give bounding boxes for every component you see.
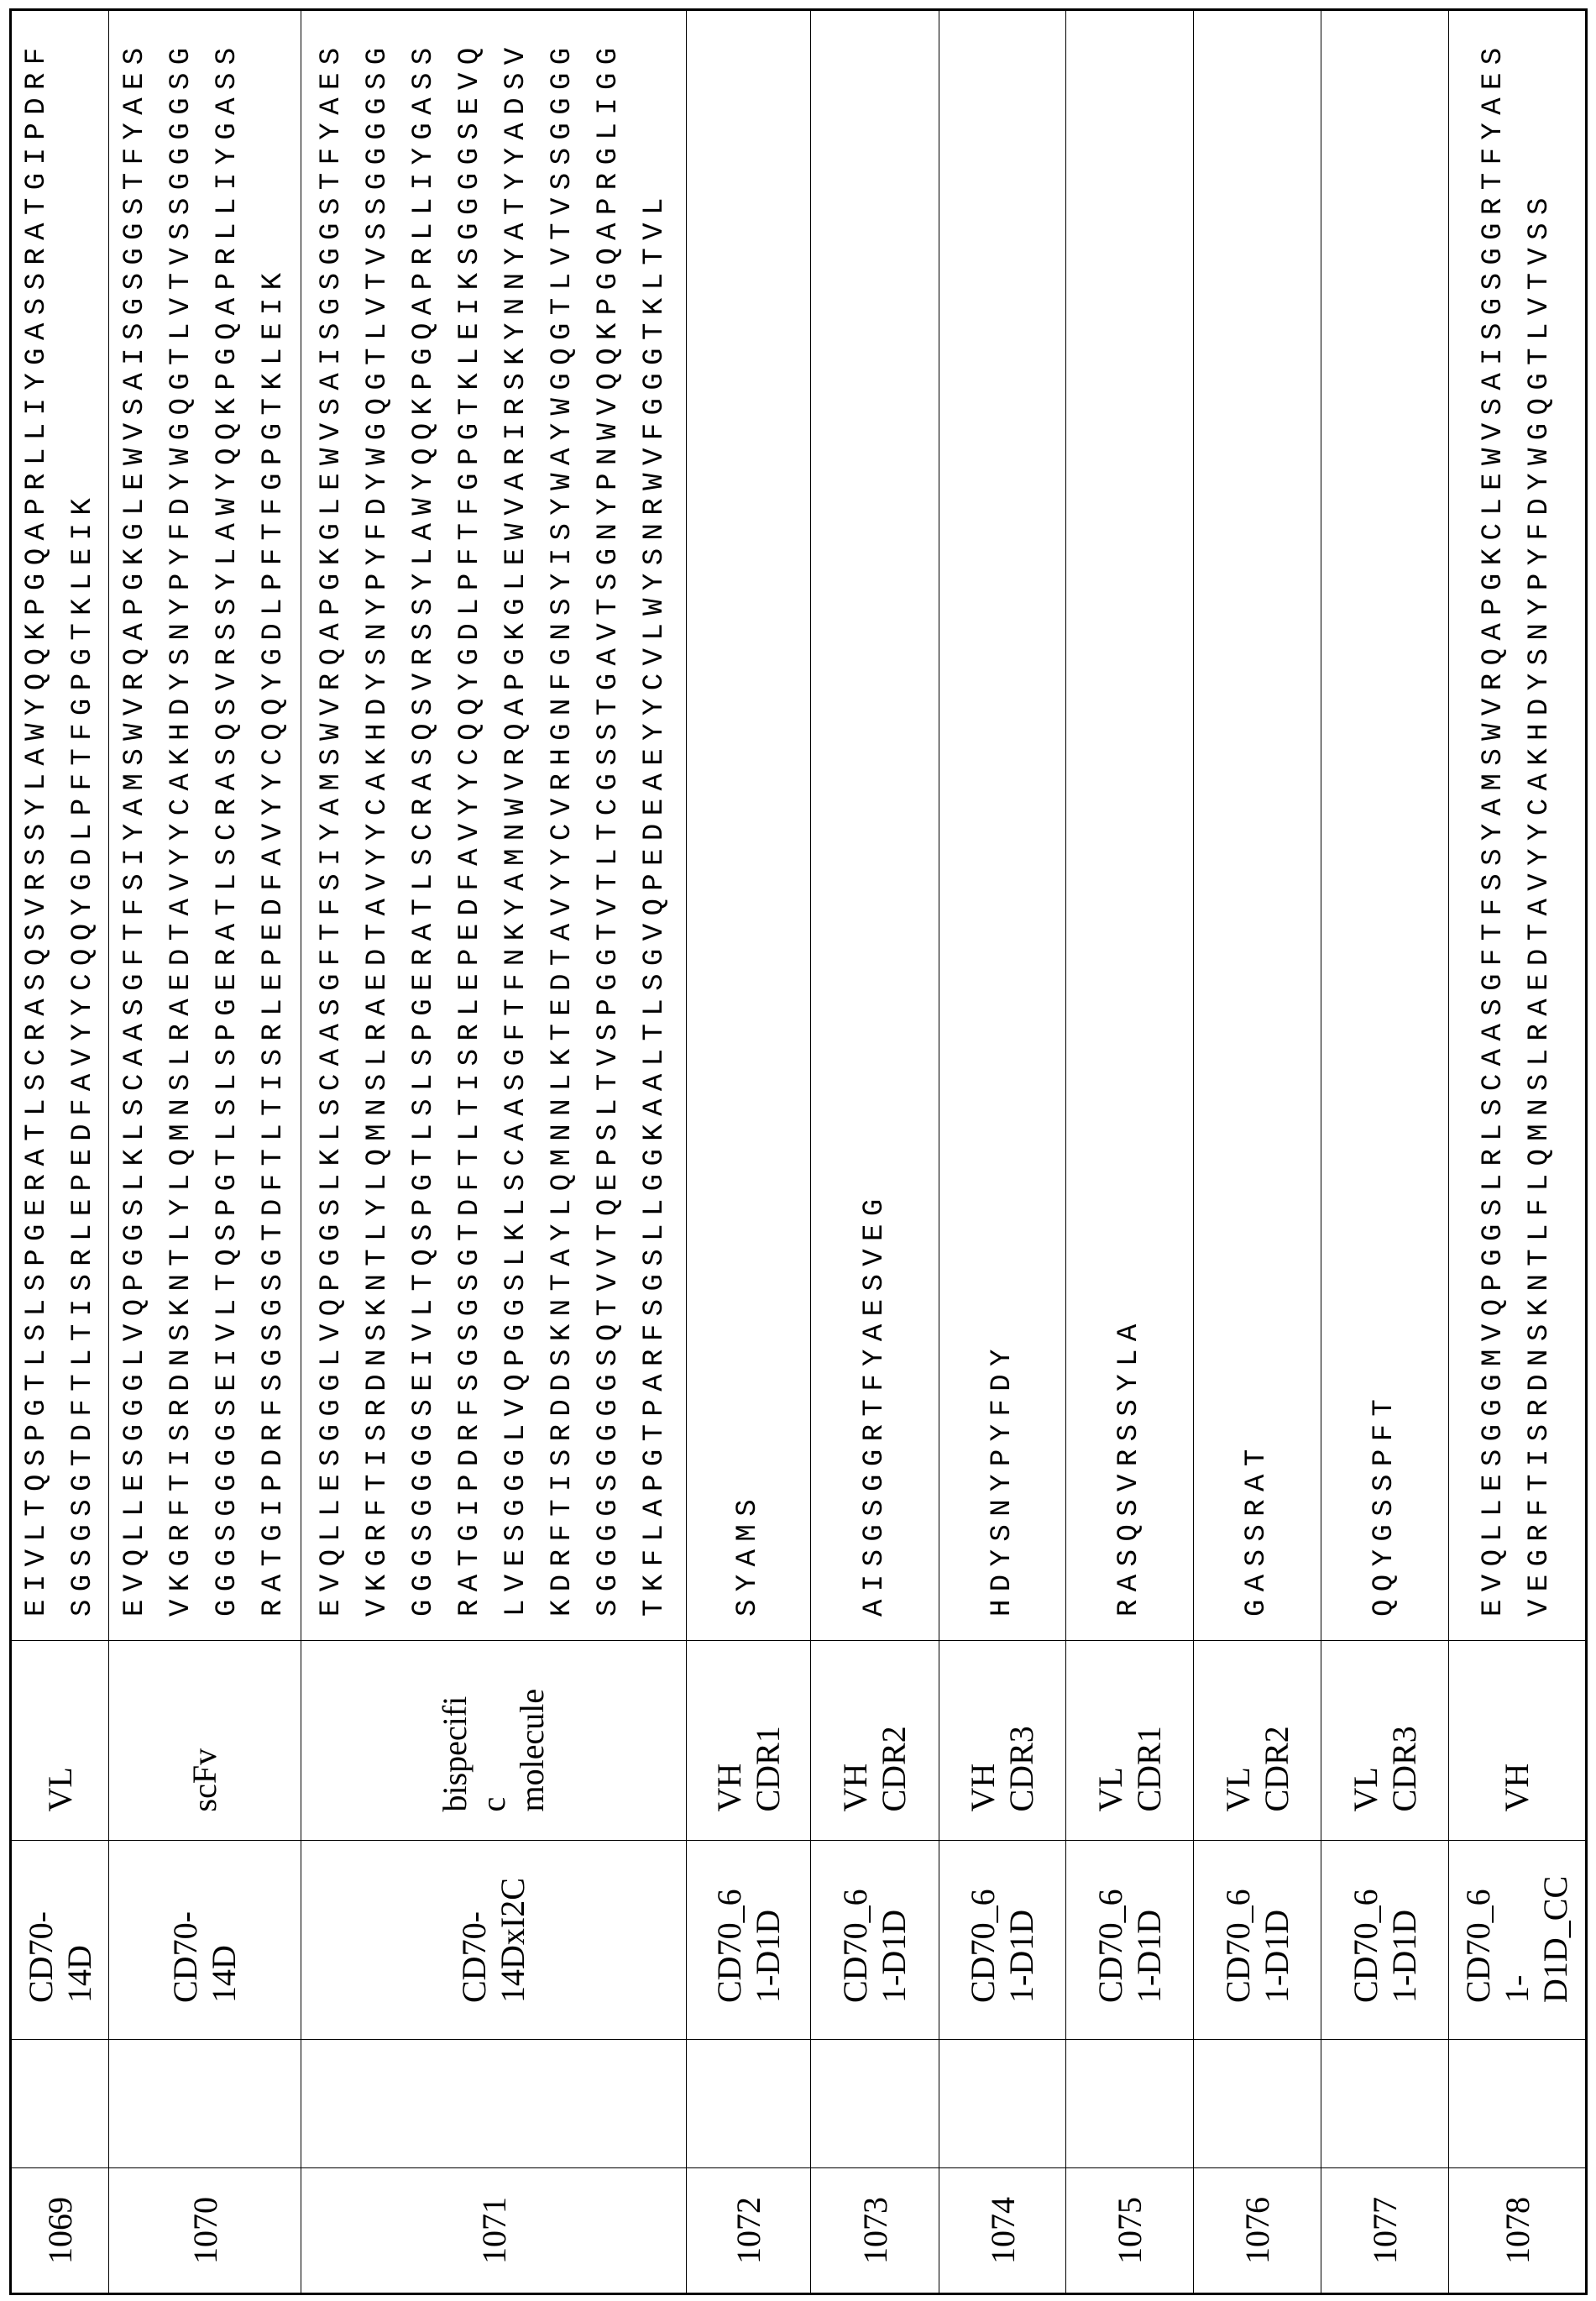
- text-line: CD70-: [21, 1911, 60, 2003]
- blank-cell: [1066, 2040, 1194, 2168]
- text-line: 1-D1D: [1129, 1909, 1168, 2003]
- blank-cell: [811, 2040, 939, 2168]
- molecule-name: [22, 1877, 99, 2003]
- text-line: molecule: [513, 1688, 551, 1812]
- molecule-name: [710, 1877, 788, 2003]
- sequence-cell: [1449, 10, 1587, 1641]
- sequence-cell: [11, 10, 109, 1641]
- text-line: AISGSGGRTFYAESVEG: [858, 1191, 891, 1617]
- blank-cell: [1449, 2040, 1587, 2168]
- text-line: CD70_6: [1346, 1889, 1384, 2003]
- text-line: VL: [1218, 1767, 1257, 1812]
- molecule-name-cell: [109, 1841, 301, 2040]
- table-row: [811, 10, 939, 2294]
- text-line: 14D: [205, 1945, 243, 2003]
- molecule-name: [166, 1877, 243, 2003]
- text-line: RATGIPDRFSGSGSGTDFTLTISRLEPEDFAVYYCQQYGDLPFTFGPGTKLEIKSGGGGSEVQ: [454, 39, 486, 1617]
- region-type-cell: [939, 1641, 1066, 1841]
- region-type-cell: [11, 1641, 109, 1841]
- text-line: CD70_6: [1091, 1889, 1129, 2003]
- region-type-cell: [687, 1641, 811, 1841]
- text-line: RASQSVRSSYLA: [1113, 1316, 1145, 1617]
- text-line: D1D_CC: [1536, 1875, 1574, 2003]
- seq-id-cell: 1073: [811, 2168, 939, 2294]
- seq-id-cell: 1071: [301, 2168, 687, 2294]
- blank-cell: [11, 2040, 109, 2168]
- region-type-cell: [109, 1641, 301, 1841]
- molecule-name: [1091, 1877, 1169, 2003]
- text-line: VH: [964, 1763, 1002, 1812]
- table-row: [1066, 10, 1194, 2294]
- text-line: 1-D1D: [1002, 1909, 1040, 2003]
- molecule-name: [1347, 1877, 1424, 2003]
- table-row: [687, 10, 811, 2294]
- region-type-cell: [811, 1641, 939, 1841]
- text-line: 14DxI2C: [494, 1878, 531, 2003]
- molecule-name-cell: [687, 1841, 811, 2040]
- text-line: CDR3: [1002, 1726, 1040, 1812]
- sequence-cell: [1066, 10, 1194, 1641]
- table-row: [301, 10, 687, 2294]
- table-row: [939, 10, 1066, 2294]
- region-type-cell: [301, 1641, 687, 1841]
- seq-id-cell: 1072: [687, 2168, 811, 2294]
- text-line: CD70_6: [1218, 1889, 1257, 2003]
- text-line: HDYSNYPYFDY: [986, 1341, 1018, 1617]
- molecule-name-cell: [811, 1841, 939, 2040]
- blank-cell: [687, 2040, 811, 2168]
- table-row: [1449, 10, 1587, 2294]
- text-line: TKFLAPGTPARFSGSLLGGKAALTLSGVQPEDEAEYYCVLWYSNRWVFGGGTKLTVL: [639, 190, 671, 1617]
- region-type-cell: [1449, 1641, 1587, 1841]
- text-line: VL: [1346, 1767, 1384, 1812]
- sequence-cell: [109, 10, 301, 1641]
- region-type: [1091, 1669, 1169, 1812]
- region-type-cell: [1194, 1641, 1321, 1841]
- text-line: bispecifi: [436, 1696, 474, 1812]
- text-line: KDRFTISRDDSKNTAYLQMNNLKTEDTAVYYCVRHGNFGNSYISYWAYWGQGTLVTVSSGGGG: [547, 39, 578, 1617]
- blank-cell: [1321, 2040, 1449, 2168]
- molecule-name-cell: [1066, 1841, 1194, 2040]
- text-line: VH: [1498, 1763, 1536, 1812]
- seq-id-cell: 1078: [1449, 2168, 1587, 2294]
- molecule-name-cell: [939, 1841, 1066, 2040]
- blank-cell: [301, 2040, 687, 2168]
- text-line: 1-D1D: [875, 1909, 913, 2003]
- text-line: EVQLLESGGGMVQPGGSLRLSCAASGFTFSSYAMSWVRQAPGKCLEWVSAISGSGGRTFYAES: [1478, 39, 1510, 1617]
- text-line: CDR3: [1384, 1726, 1423, 1812]
- text-line: LVESGGGLVQPGGSLKLSCAASGFTFNKYAMNWVRQAPGKGLEWVARIRSKYNNYATYYADSV: [500, 39, 532, 1617]
- text-line: VL: [1091, 1767, 1129, 1812]
- text-line: CD70-: [455, 1911, 493, 2003]
- molecule-name: [964, 1877, 1041, 2003]
- sequence-cell: [301, 10, 687, 1641]
- region-type: [710, 1669, 788, 1812]
- text-line: 1-D1D: [1257, 1909, 1295, 2003]
- text-line: CDR2: [875, 1726, 913, 1812]
- text-line: CD70_6: [836, 1889, 874, 2003]
- blank-cell: [939, 2040, 1066, 2168]
- table-row: [1194, 10, 1321, 2294]
- table-row: [1321, 10, 1449, 2294]
- blank-cell: [1194, 2040, 1321, 2168]
- text-line: VKGRFTISRDNSKNTLYLQMNSLRAEDTAVYYCAKHDYSNYPYFDYWGQGTLVTVSSGGGGSG: [165, 39, 197, 1617]
- seq-id-cell: 1077: [1321, 2168, 1449, 2294]
- region-type: [836, 1669, 913, 1812]
- text-line: CDR1: [748, 1726, 787, 1812]
- text-line: CD70_6: [709, 1889, 748, 2003]
- molecule-name: [1219, 1877, 1296, 2003]
- molecule-name-cell: [1194, 1841, 1321, 2040]
- sequence-cell: [1321, 10, 1449, 1641]
- sequence-table: [9, 8, 1588, 2295]
- molecule-name: [836, 1877, 913, 2003]
- seq-id-cell: 1075: [1066, 2168, 1194, 2294]
- region-type: [436, 1669, 552, 1812]
- seq-id-cell: 1070: [109, 2168, 301, 2294]
- text-line: scFv: [186, 1748, 223, 1812]
- text-line: SGSGSGTDFTLTISRLEPEDFAVYYCQQYGDLPFTFGPGTKLEIK: [66, 490, 99, 1617]
- text-line: GASSRAT: [1241, 1441, 1273, 1617]
- blank-cell: [109, 2040, 301, 2168]
- text-line: 1-D1D: [748, 1909, 787, 2003]
- sequence-cell: [687, 10, 811, 1641]
- sequence-cell: [811, 10, 939, 1641]
- text-line: VH: [709, 1763, 748, 1812]
- text-line: c: [474, 1796, 512, 1812]
- rotated-table-container: [9, 8, 1585, 2295]
- region-type-cell: [1321, 1641, 1449, 1841]
- text-line: CD70_6: [964, 1889, 1002, 2003]
- text-line: EVQLLESGGGLVQPGGSLKLSCAASGFTFSIYAMSWVRQAPGKGLEWVSAISGSGGSTFYAES: [316, 39, 348, 1617]
- text-line: VL: [40, 1767, 79, 1812]
- sequence-cell: [939, 10, 1066, 1641]
- molecule-name-cell: [11, 1841, 109, 2040]
- molecule-name: [1459, 1877, 1575, 2003]
- text-line: CDR2: [1257, 1726, 1295, 1812]
- seq-id-cell: 1069: [11, 2168, 109, 2294]
- text-line: VKGRFTISRDNSKNTLYLQMNSLRAEDTAVYYCAKHDYSNYPYFDYWGQGTLVTVSSGGGGSG: [362, 39, 394, 1617]
- seq-id-cell: 1074: [939, 2168, 1066, 2294]
- region-type: [1347, 1669, 1424, 1812]
- text-line: SGGGGSGGGGSQTVVTQEPSLTVSPGGTVTLTCGSSTGAVTSGNYPNWVQQKPGQAPRGLIGG: [593, 39, 625, 1617]
- text-line: EIVLTQSPGTLSLSPGERATLSCRASQSVRSSYLAWYQQKPGQAPRLLIYGASSRATGIPDRF: [20, 39, 53, 1617]
- text-line: GGGSGGGGSEIVLTQSPGTLSLSPGERATLSCRASQSVRSSYLAWYQQKPGQAPRLLIYGASS: [408, 39, 440, 1617]
- region-type-cell: [1066, 1641, 1194, 1841]
- region-type: [186, 1669, 224, 1812]
- text-line: 1-: [1498, 1974, 1536, 2003]
- molecule-name-cell: [301, 1841, 687, 2040]
- text-line: GGGSGGGGSEIVLTQSPGTLSLSPGERATLSCRASQSVRSSYLAWYQQKPGQAPRLLIYGASS: [212, 39, 243, 1617]
- molecule-name: [455, 1877, 532, 2003]
- seq-id-cell: 1076: [1194, 2168, 1321, 2294]
- region-type: [1498, 1669, 1536, 1812]
- text-line: QQYGSSPFT: [1368, 1391, 1400, 1617]
- text-line: SYAMS: [732, 1491, 764, 1617]
- text-line: CD70_6: [1459, 1889, 1497, 2003]
- text-line: VEGRFTISRDNSKNTLFLQMNSLRAEDTAVYYCAKHDYSNYPYFDYWGQGTLVTVSS: [1524, 190, 1556, 1617]
- table-row: [11, 10, 109, 2294]
- text-line: RATGIPDRFSGSGSGTDFTLTISRLEPEDFAVYYCQQYGDLPFTFGPGTKLEIK: [258, 265, 290, 1617]
- table-row: [109, 10, 301, 2294]
- text-line: EVQLLESGGGLVQPGGSLKLSCAASGFTFSIYAMSWVRQAPGKGLEWVSAISGSGGSTFYAES: [119, 39, 151, 1617]
- region-type: [1219, 1669, 1296, 1812]
- region-type: [41, 1669, 80, 1812]
- text-line: VH: [836, 1763, 874, 1812]
- text-line: CDR1: [1129, 1726, 1168, 1812]
- molecule-name-cell: [1321, 1841, 1449, 2040]
- text-line: CD70-: [166, 1911, 204, 2003]
- region-type: [964, 1669, 1041, 1812]
- sequence-table-body: [11, 10, 1587, 2294]
- text-line: 14D: [60, 1945, 98, 2003]
- molecule-name-cell: [1449, 1841, 1587, 2040]
- text-line: 1-D1D: [1384, 1909, 1423, 2003]
- sequence-cell: [1194, 10, 1321, 1641]
